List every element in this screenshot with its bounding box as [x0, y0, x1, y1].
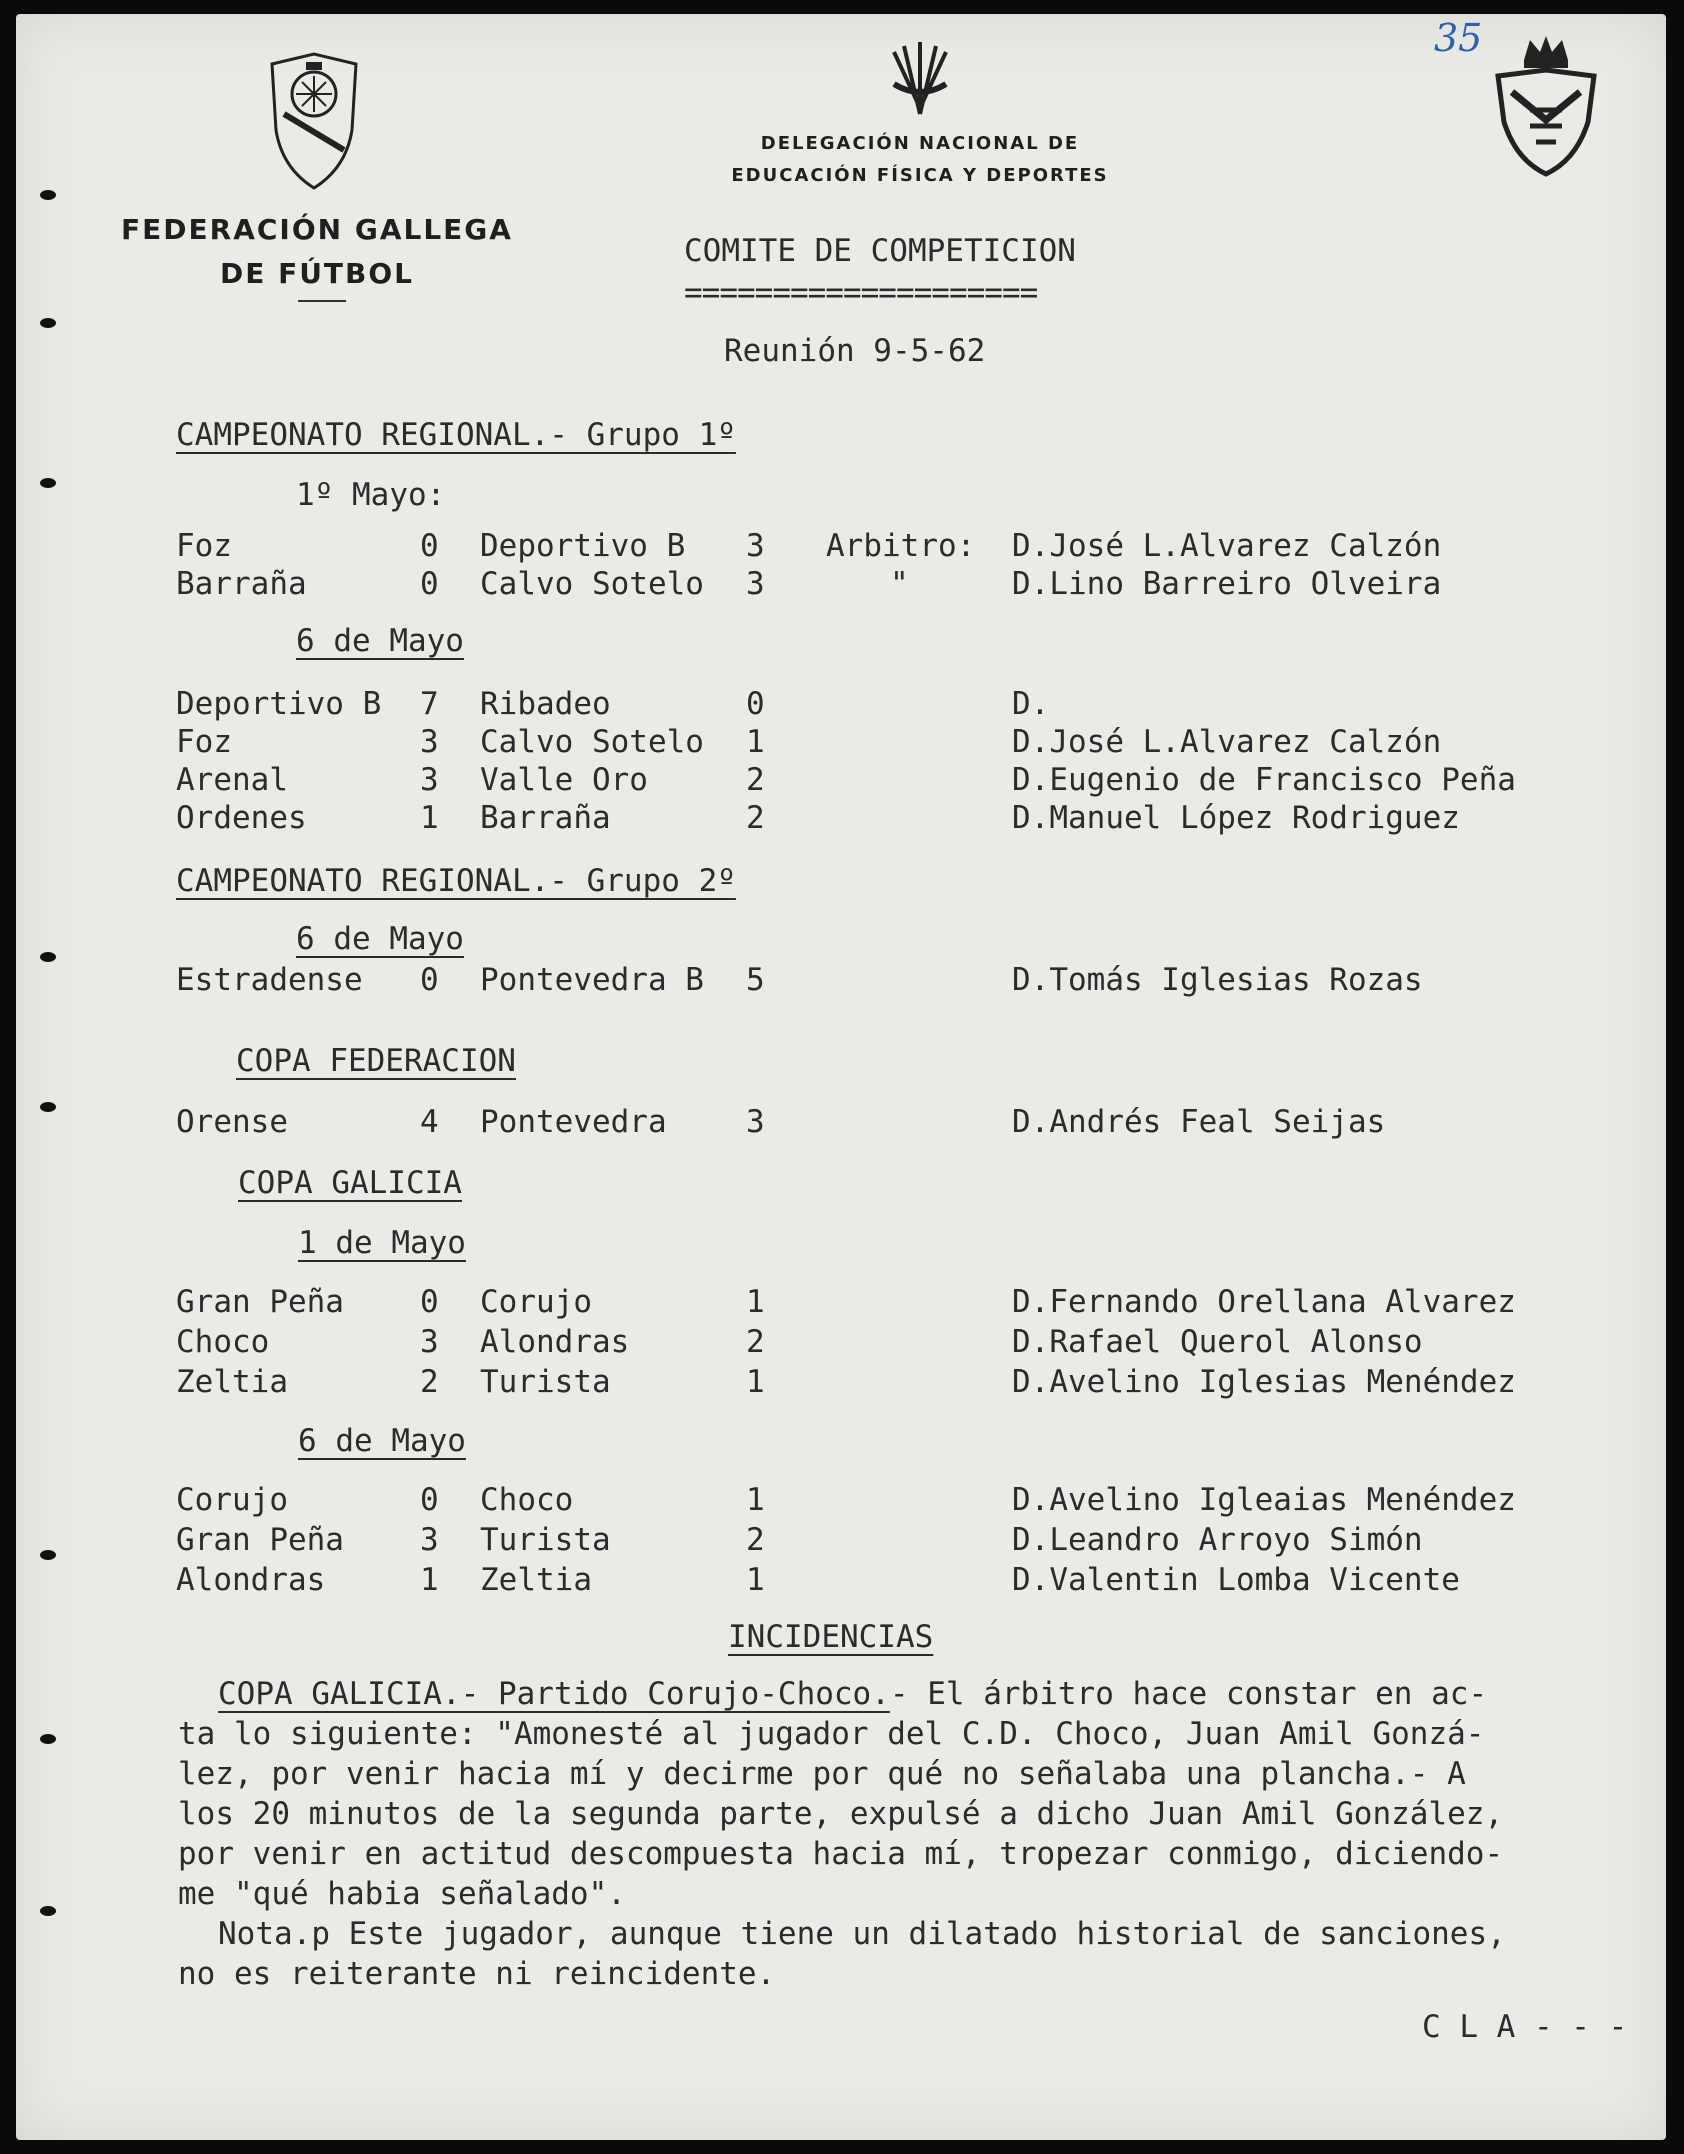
handwritten-page-number: 35 [1434, 16, 1483, 60]
divider [298, 300, 346, 302]
away-score: 1 [746, 1562, 765, 1598]
home-team: Alondras [176, 1562, 326, 1598]
home-team: Ordenes [176, 800, 307, 836]
away-team: Calvo Sotelo [480, 724, 704, 760]
home-team: Deportivo B [176, 686, 382, 722]
home-score: 3 [420, 1324, 439, 1360]
date-label: 1 de Mayo [298, 1225, 466, 1261]
continuation-mark: C L A - - - [1422, 2009, 1628, 2045]
punch-mark [40, 952, 56, 962]
home-score: 0 [420, 566, 439, 602]
home-team: Choco [176, 1324, 270, 1360]
date-label: 6 de Mayo [296, 921, 464, 957]
home-score: 0 [420, 1284, 439, 1320]
home-team: Zeltia [176, 1364, 288, 1400]
referee: D.José L.Alvarez Calzón [1012, 724, 1442, 760]
section-heading-grupo-1: CAMPEONATO REGIONAL.- Grupo 1º [176, 417, 736, 453]
incident-line-rest: - El árbitro hace constar en ac- [889, 1676, 1488, 1712]
match-row [0, 962, 1684, 1000]
home-team: Arenal [176, 762, 288, 798]
federation-name [120, 208, 514, 296]
paragraph-line: ta lo siguiente: "Amonesté al jugador del C.D. Choco, Juan Amil Gonzá- [178, 1716, 1485, 1752]
match-row [0, 1284, 1684, 1322]
note-line: Nota.p Este jugador, aunque tiene un dilatado historial de sanciones, [218, 1916, 1506, 1952]
match-row [0, 1562, 1684, 1600]
section-heading-copa-galicia: COPA GALICIA [238, 1165, 462, 1201]
date-label: 6 de Mayo [298, 1423, 466, 1459]
paragraph-line: los 20 minutos de la segunda parte, expulsé a dicho Juan Amil González, [178, 1796, 1504, 1832]
delegation-line2: EDUCACIÓN FÍSICA Y DEPORTES [731, 165, 1109, 186]
home-score: 0 [420, 962, 439, 998]
paragraph-line: por venir en actitud descompuesta hacia mí, tropezar conmigo, diciendo- [178, 1836, 1504, 1872]
away-team: Barraña [480, 800, 611, 836]
paragraph-line [178, 1674, 1628, 1714]
home-score: 0 [420, 1482, 439, 1518]
federation-name-line1: FEDERACIÓN GALLEGA [121, 213, 513, 246]
punch-mark [40, 1906, 56, 1916]
referee: D.Avelino Igleaias Menéndez [1012, 1482, 1516, 1518]
incident-lead: COPA GALICIA.- Partido Corujo-Choco. [218, 1676, 890, 1712]
away-team: Zeltia [480, 1562, 592, 1598]
away-team: Calvo Sotelo [480, 566, 704, 602]
referee: D. [1012, 686, 1050, 722]
away-score: 3 [746, 566, 765, 602]
home-score: 3 [420, 1522, 439, 1558]
date-label: 1º Mayo: [296, 477, 446, 513]
home-score: 2 [420, 1364, 439, 1400]
match-row [0, 762, 1684, 800]
section-heading-grupo-2: CAMPEONATO REGIONAL.- Grupo 2º [176, 863, 736, 899]
punch-mark [40, 478, 56, 488]
delegation-line1: DELEGACIÓN NACIONAL DE [760, 133, 1080, 154]
match-row [0, 566, 1684, 604]
punch-mark [40, 1734, 56, 1744]
home-team: Foz [176, 724, 232, 760]
home-score: 3 [420, 724, 439, 760]
match-row [0, 800, 1684, 838]
away-score: 1 [746, 1482, 765, 1518]
paragraph-line: lez, por venir hacia mí y decirme por qué no señalaba una plancha.- A [178, 1756, 1466, 1792]
referee: D.Manuel López Rodriguez [1012, 800, 1460, 836]
incidencias-heading: INCIDENCIAS [728, 1619, 934, 1655]
away-team: Turista [480, 1364, 611, 1400]
away-team: Turista [480, 1522, 611, 1558]
home-team: Estradense [176, 962, 363, 998]
home-score: 1 [420, 800, 439, 836]
away-team: Pontevedra B [480, 962, 704, 998]
referee: D.Tomás Iglesias Rozas [1012, 962, 1423, 998]
away-score: 2 [746, 800, 765, 836]
match-row [0, 1522, 1684, 1560]
date-label: 6 de Mayo [296, 623, 464, 659]
away-score: 3 [746, 1104, 765, 1140]
home-score: 4 [420, 1104, 439, 1140]
home-score: 0 [420, 528, 439, 564]
away-score: 1 [746, 1284, 765, 1320]
match-row [0, 724, 1684, 762]
home-team: Barraña [176, 566, 307, 602]
match-row [0, 1482, 1684, 1520]
referee: D.Fernando Orellana Alvarez [1012, 1284, 1516, 1320]
away-score: 3 [746, 528, 765, 564]
title-rule: ==================== [684, 275, 1038, 311]
away-team: Ribadeo [480, 686, 611, 722]
referee: D.Lino Barreiro Olveira [1012, 566, 1442, 602]
yoke-arrows-icon [888, 38, 952, 118]
arbitro-label: Arbitro: [826, 528, 976, 564]
referee: D.Leandro Arroyo Simón [1012, 1522, 1423, 1558]
home-score: 7 [420, 686, 439, 722]
match-row [0, 1324, 1684, 1362]
home-team: Orense [176, 1104, 288, 1140]
delegation-name [700, 128, 1140, 192]
crown-shield-icon [1490, 30, 1602, 178]
home-score: 1 [420, 1562, 439, 1598]
referee: D.Valentin Lomba Vicente [1012, 1562, 1460, 1598]
federation-shield-icon [266, 50, 362, 192]
away-score: 1 [746, 1364, 765, 1400]
meeting-date: Reunión 9-5-62 [724, 333, 986, 369]
away-score: 1 [746, 724, 765, 760]
match-row [0, 1104, 1684, 1142]
match-row [0, 528, 1684, 566]
federation-name-line2: DE FÚTBOL [219, 257, 415, 290]
match-row [0, 1364, 1684, 1402]
home-team: Foz [176, 528, 232, 564]
away-score: 2 [746, 762, 765, 798]
ditto-mark: " [890, 566, 909, 602]
away-score: 0 [746, 686, 765, 722]
note-line: no es reiterante ni reincidente. [178, 1956, 776, 1992]
incidencias-paragraph [178, 1674, 1628, 1994]
away-team: Corujo [480, 1284, 592, 1320]
punch-mark [40, 190, 56, 200]
away-team: Pontevedra [480, 1104, 667, 1140]
document-title: COMITE DE COMPETICION [684, 233, 1076, 269]
away-team: Alondras [480, 1324, 630, 1360]
referee: D.Rafael Querol Alonso [1012, 1324, 1423, 1360]
away-team: Deportivo B [480, 528, 686, 564]
away-score: 2 [746, 1324, 765, 1360]
referee: D.Avelino Iglesias Menéndez [1012, 1364, 1516, 1400]
home-team: Corujo [176, 1482, 288, 1518]
referee: D.Andrés Feal Seijas [1012, 1104, 1386, 1140]
section-heading-copa-federacion: COPA FEDERACION [236, 1043, 516, 1079]
away-score: 5 [746, 962, 765, 998]
home-team: Gran Peña [176, 1284, 344, 1320]
away-team: Choco [480, 1482, 574, 1518]
referee: D.José L.Alvarez Calzón [1012, 528, 1442, 564]
punch-mark [40, 318, 56, 328]
home-score: 3 [420, 762, 439, 798]
away-team: Valle Oro [480, 762, 648, 798]
referee: D.Eugenio de Francisco Peña [1012, 762, 1516, 798]
away-score: 2 [746, 1522, 765, 1558]
match-row [0, 686, 1684, 724]
home-team: Gran Peña [176, 1522, 344, 1558]
paragraph-line: me "qué habia señalado". [178, 1876, 626, 1912]
